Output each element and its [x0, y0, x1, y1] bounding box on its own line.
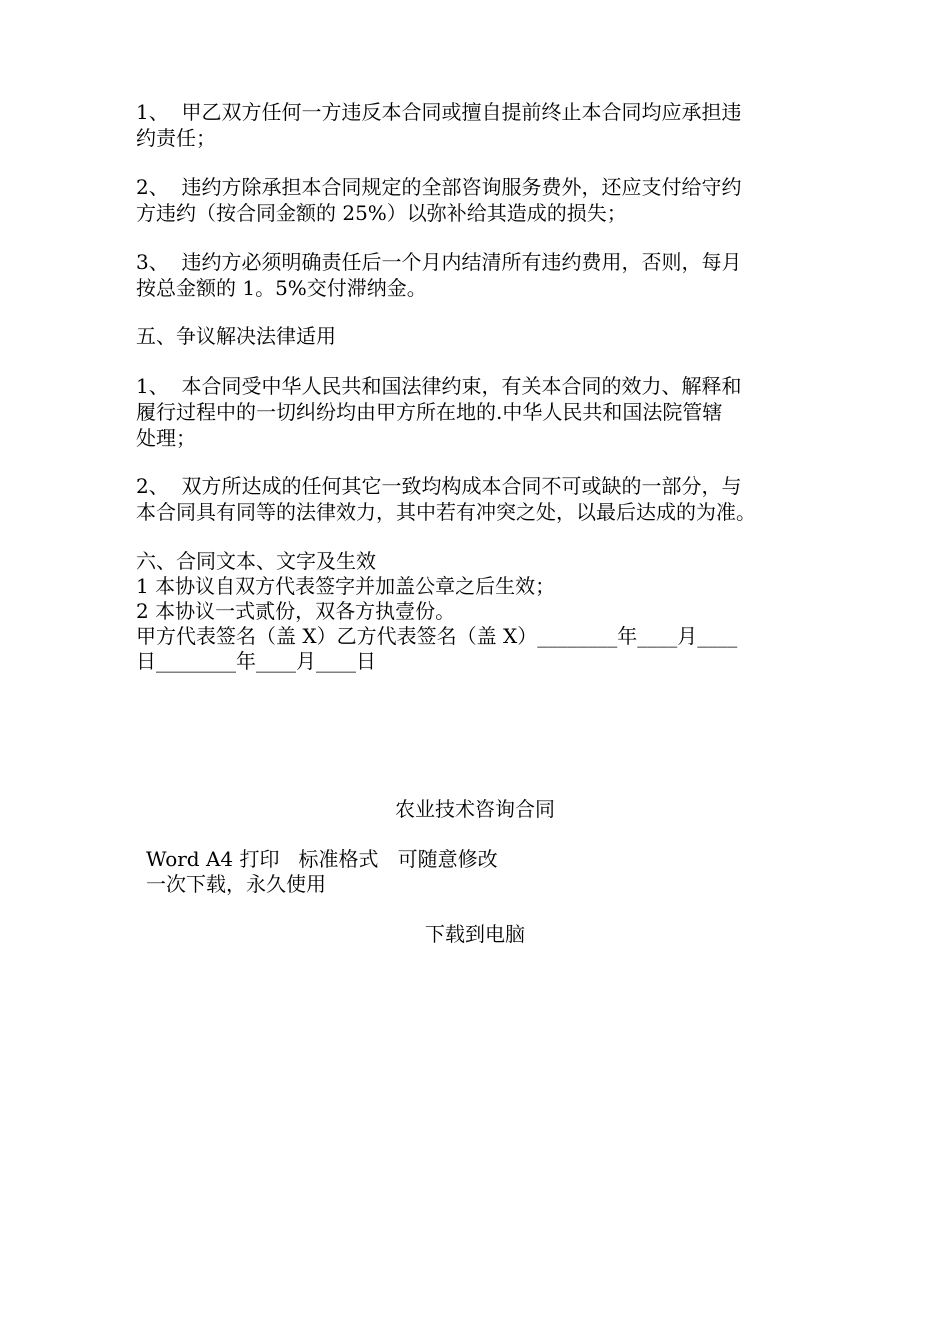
section-6-heading: 六、合同文本、文字及生效 [136, 549, 376, 573]
section-5-heading: 五、争议解决法律适用 [136, 324, 336, 348]
clause-1-line-1: 1、 甲乙双方任何一方违反本合同或擅自提前终止本合同均应承担违 [136, 100, 742, 124]
signature-line-2: 日________年____月____日 [136, 649, 376, 673]
signature-line-1: 甲方代表签名（盖 X）乙方代表签名（盖 X）________年____月____ [136, 624, 738, 648]
download-link[interactable]: 下载到电脑 [425, 922, 525, 946]
clause-3-line-1: 3、 违约方必须明确责任后一个月内结清所有违约费用，否则，每月 [136, 250, 742, 274]
section-5-para-2-line-2: 本合同具有同等的法律效力，其中若有冲突之处，以最后达成的为准。 [136, 500, 756, 524]
section-6-item-2: 2 本协议一式贰份，双各方执壹份。 [136, 599, 456, 623]
section-5-para-1-line-2: 履行过程中的一切纠纷均由甲方所在地的.中华人民共和国法院管辖 [136, 400, 723, 424]
clause-3-line-2: 按总金额的 1。5%交付滞纳金。 [136, 276, 427, 300]
section-5-para-1-line-3: 处理； [136, 426, 196, 450]
promo-line-1: Word A4 打印 标准格式 可随意修改 [146, 847, 498, 871]
clause-2-line-2: 方违约（按合同金额的 25%）以弥补给其造成的损失； [136, 201, 627, 225]
section-5-para-1-line-1: 1、 本合同受中华人民共和国法律约束，有关本合同的效力、解释和 [136, 374, 742, 398]
promo-line-2: 一次下载，永久使用 [146, 872, 326, 896]
clause-2-line-1: 2、 违约方除承担本合同规定的全部咨询服务费外，还应支付给守约 [136, 175, 742, 199]
document-title: 农业技术咨询合同 [395, 797, 555, 821]
section-5-para-2-line-1: 2、 双方所达成的任何其它一致均构成本合同不可或缺的一部分，与 [136, 474, 742, 498]
section-6-item-1: 1 本协议自双方代表签字并加盖公章之后生效； [136, 574, 556, 598]
clause-1-line-2: 约责任； [136, 126, 216, 150]
